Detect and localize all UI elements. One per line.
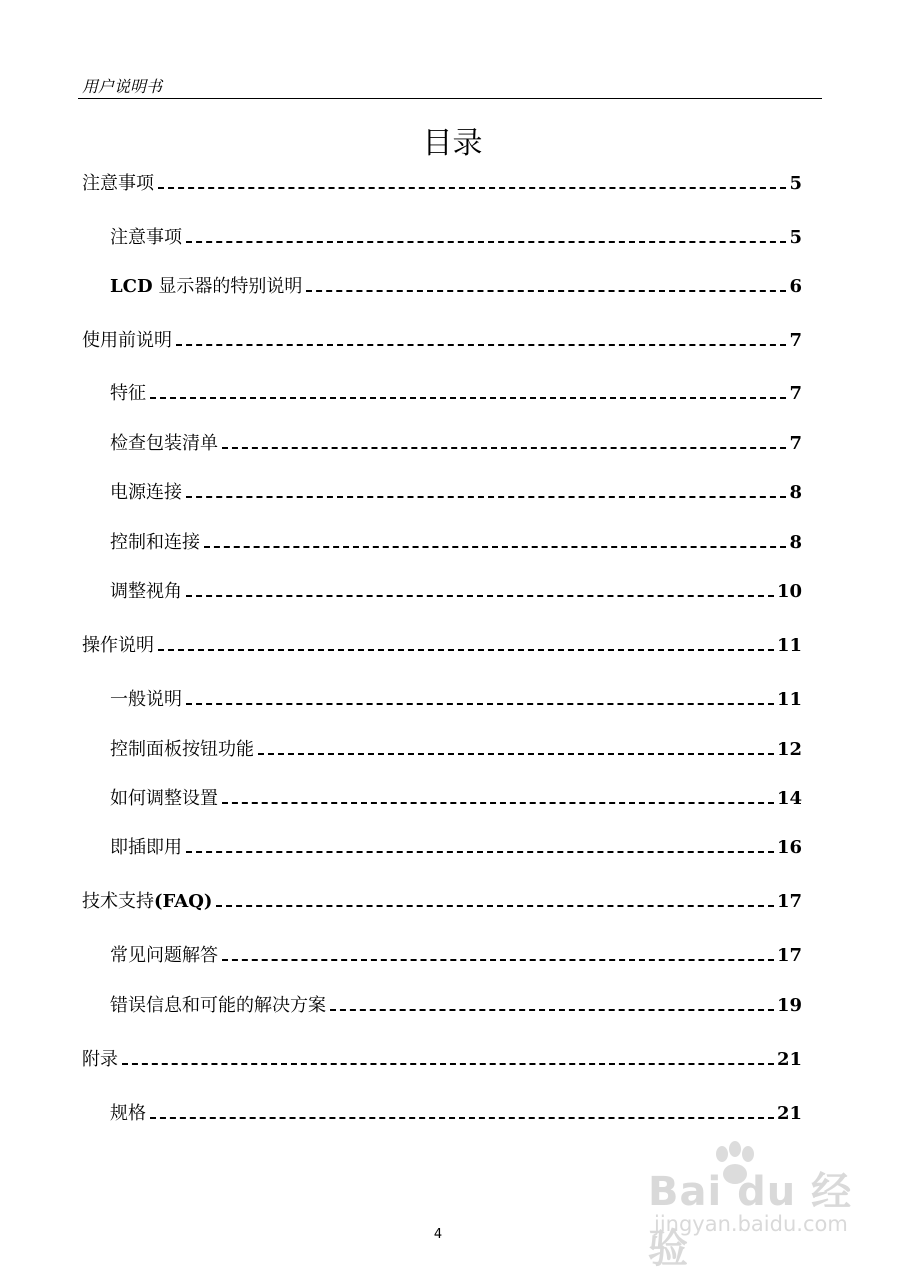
toc-entry[interactable] (110, 428, 802, 456)
toc-entry-label (82, 329, 172, 353)
toc-dot-leader (330, 1009, 774, 1011)
toc-entry-page: 12 (776, 739, 802, 760)
toc-dot-leader (122, 1063, 774, 1065)
toc-entry-label-text: 操作说明 (82, 635, 154, 656)
toc-entry-page: 7 (789, 433, 802, 454)
toc-entry-label-text: 技术支持 (82, 891, 154, 912)
toc-entry[interactable] (110, 271, 802, 299)
toc-entry-page: 8 (789, 482, 802, 503)
toc-entry[interactable] (110, 477, 802, 505)
toc-entry-label-text: 显示器的特别说明 (152, 276, 303, 297)
toc-entry-label (82, 172, 154, 196)
toc-entry-label (110, 944, 218, 968)
toc-entry-page: 17 (776, 891, 802, 912)
toc-entry-label (110, 226, 182, 250)
toc-entry-label (82, 890, 212, 914)
watermark-logo: Bai du 经验 (648, 1169, 853, 1272)
toc-entry-label-text: 调整视角 (110, 581, 182, 602)
toc-entry-page: 5 (789, 227, 802, 248)
toc-dot-leader (158, 187, 786, 189)
toc-entry-label (110, 738, 254, 762)
toc-dot-leader (150, 1117, 774, 1119)
toc-entry-label (110, 580, 182, 604)
toc-entry-label (110, 787, 218, 811)
toc-entry-page: 14 (776, 788, 802, 809)
toc-entry[interactable] (82, 1044, 802, 1072)
toc-entry-label (82, 1048, 118, 1072)
toc-entry-label (110, 432, 218, 456)
toc-dot-leader (158, 649, 774, 651)
toc-dot-leader (186, 851, 774, 853)
page-number: 4 (433, 1227, 443, 1242)
toc-entry[interactable] (82, 168, 802, 196)
toc-entry-page: 11 (776, 689, 802, 710)
toc-entry-page: 16 (776, 837, 802, 858)
toc-entry-page: 10 (776, 581, 802, 602)
toc-entry-label-text: 附录 (82, 1049, 118, 1070)
toc-entry-label-text: 注意事项 (110, 227, 182, 248)
toc-entry-label-text: 控制和连接 (110, 532, 200, 553)
toc-entry[interactable] (110, 222, 802, 250)
toc-entry[interactable] (110, 940, 802, 968)
toc-entry-label (110, 1102, 146, 1126)
toc-entry-page: 21 (776, 1049, 802, 1070)
toc-entry-label-text: 一般说明 (110, 689, 182, 710)
toc-entry[interactable] (110, 527, 802, 555)
toc-entry-label (110, 836, 182, 860)
toc-dot-leader (186, 595, 774, 597)
toc-entry[interactable] (110, 783, 802, 811)
running-header: 用户说明书 (82, 77, 163, 96)
toc-dot-leader (258, 753, 774, 755)
toc-entry[interactable] (110, 576, 802, 604)
toc-entry[interactable] (110, 734, 802, 762)
toc-entry-page: 7 (789, 383, 802, 404)
toc-entry[interactable] (110, 832, 802, 860)
toc-entry-page: 6 (789, 276, 802, 297)
toc-entry-label-text: 使用前说明 (82, 330, 172, 351)
toc-entry-label-text: 注意事项 (82, 173, 154, 194)
header-divider (78, 98, 822, 99)
toc-entry-page: 19 (776, 995, 802, 1016)
baidu-jingyan-watermark (648, 1140, 868, 1272)
toc-dot-leader (186, 241, 786, 243)
toc-entry-label-bold: (FAQ) (154, 891, 213, 912)
toc-dot-leader (204, 546, 786, 548)
toc-entry-page: 8 (789, 532, 802, 553)
toc-dot-leader (186, 496, 786, 498)
toc-entry-page: 21 (776, 1103, 802, 1124)
toc-entry[interactable] (82, 886, 802, 914)
toc-entry-label (82, 634, 154, 658)
toc-title: 目录 (422, 126, 483, 161)
toc-entry-page: 17 (776, 945, 802, 966)
watermark-url: jingyan.baidu.com (654, 1212, 848, 1236)
toc-entry-page: 5 (789, 173, 802, 194)
toc-entry-label-text: 规格 (110, 1103, 146, 1124)
toc-entry-label-text: 控制面板按钮功能 (110, 739, 254, 760)
toc-entry-label (110, 275, 302, 299)
toc-entry[interactable] (110, 990, 802, 1018)
toc-entry[interactable] (82, 630, 802, 658)
toc-dot-leader (306, 290, 786, 292)
toc-dot-leader (150, 397, 786, 399)
toc-entry[interactable] (110, 1098, 802, 1126)
toc-dot-leader (216, 905, 774, 907)
toc-entry-label-text: 电源连接 (110, 482, 182, 503)
toc-entry-label (110, 531, 200, 555)
toc-entry-label-bold: LCD (110, 276, 153, 297)
toc-dot-leader (176, 344, 786, 346)
toc-entry-label-text: 特征 (110, 383, 146, 404)
toc-entry-label (110, 994, 326, 1018)
toc-dot-leader (222, 447, 786, 449)
toc-entry-label (110, 382, 146, 406)
toc-dot-leader (186, 703, 774, 705)
toc-entry-page: 7 (789, 330, 802, 351)
toc-entry[interactable] (110, 378, 802, 406)
toc-entry-label (110, 481, 182, 505)
toc-entry-label-text: 即插即用 (110, 837, 182, 858)
toc-entry-label-text: 检查包装清单 (110, 433, 218, 454)
toc-entry-label-text: 常见问题解答 (110, 945, 218, 966)
toc-dot-leader (222, 959, 774, 961)
toc-entry-label-text: 错误信息和可能的解决方案 (110, 995, 326, 1016)
toc-entry-label-text: 如何调整设置 (110, 788, 218, 809)
toc-entry-label (110, 688, 182, 712)
toc-entry[interactable] (82, 325, 802, 353)
toc-dot-leader (222, 802, 774, 804)
toc-entry-page: 11 (776, 635, 802, 656)
toc-entry[interactable] (110, 684, 802, 712)
